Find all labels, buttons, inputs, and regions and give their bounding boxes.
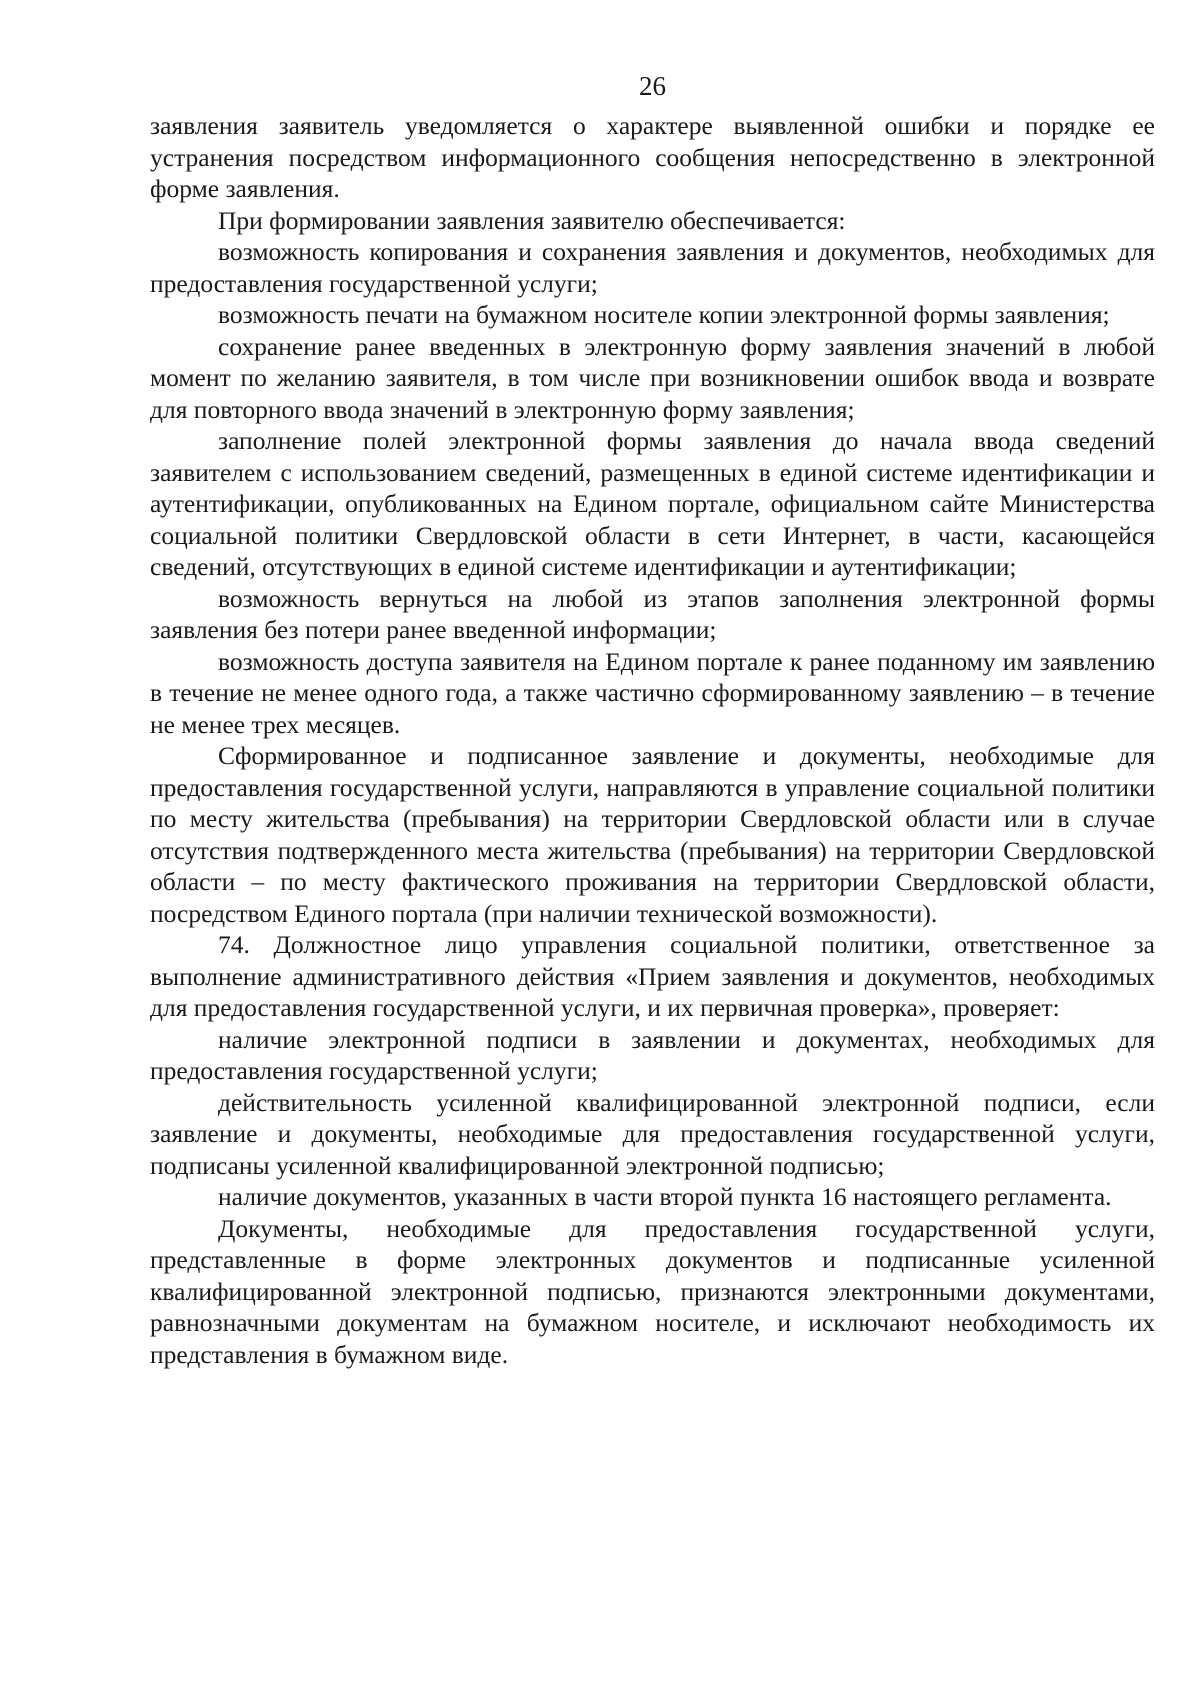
paragraph-10: 74. Должностное лицо управления социальной политики, ответственное за выполнение административного действия «Прием заявления и документов, необходимых для предоставления государственной услуги, и их первичная проверка», проверяет: (150, 930, 1155, 1022)
paragraph-3: возможность копирования и сохранения заявления и документов, необходимых для предоставления государственной услуги; (150, 237, 1155, 298)
paragraph-2: При формировании заявления заявителю обеспечивается: (218, 205, 846, 235)
paragraph-8: возможность доступа заявителя на Едином портале к ранее поданному им заявлению в течение не менее одного года, а также частично сформированному заявлению – в течение не менее трех месяцев. (150, 646, 1155, 739)
document-page (150, 70, 1155, 1370)
paragraph-4: возможность печати на бумажном носителе копии электронной формы заявления; (218, 300, 1110, 329)
paragraph-14: Документы, необходимые для предоставления государственной услуги, представленные в форме электронных документов и подписанные усиленной квалифицированной электронной подписью, признаются электронными документами, равнозначными документам на бумажном носителе, и исключают необходимость их представления в бумажном виде. (150, 1213, 1155, 1369)
document-body (150, 110, 1155, 1370)
paragraph-5: сохранение ранее введенных в электронную форму заявления значений в любой момент по желанию заявителя, в том числе при возникновении ошибок ввода и возврате для повторного ввода значений в электронную форму заявления; (150, 331, 1155, 424)
page-number: 26 (639, 71, 666, 101)
paragraph-7: возможность вернуться на любой из этапов заполнения электронной формы заявления без потери ранее введенной информации; (150, 583, 1155, 644)
paragraph-11: наличие электронной подписи в заявлении и документах, необходимых для предоставления государственной услуги; (150, 1024, 1155, 1085)
paragraph-13: наличие документов, указанных в части второй пункта 16 настоящего регламента. (218, 1182, 1112, 1211)
paragraph-1: заявления заявитель уведомляется о характере выявленной ошибки и порядке ее устранения посредством информационного сообщения непосредственно в электронной форме заявления. (150, 111, 1155, 203)
paragraph-12: действительность усиленной квалифицированной электронной подписи, если заявление и документы, необходимые для предоставления государственной услуги, подписаны усиленной квалифицированной электронной подписью; (150, 1087, 1155, 1180)
paragraph-6: заполнение полей электронной формы заявления до начала ввода сведений заявителем с использованием сведений, размещенных в единой системе идентификации и аутентификации, опубликованных на Едином портале, официальном сайте Министерства социальной политики Свердловской области в сети Интернет, в части, касающейся сведений, отсутствующих в единой системе идентификации и аутентификации; (150, 426, 1155, 581)
paragraph-9: Сформированное и подписанное заявление и документы, необходимые для предоставления государственной услуги, направляются в управление социальной политики по месту жительства (пребывания) на территории Свердловской области или в случае отсутствия подтвержденного места жительства (пребывания) на территории Свердловской области – по месту фактического проживания на территории Свердловской области, посредством Единого портала (при наличии технической возможности). (150, 741, 1155, 928)
